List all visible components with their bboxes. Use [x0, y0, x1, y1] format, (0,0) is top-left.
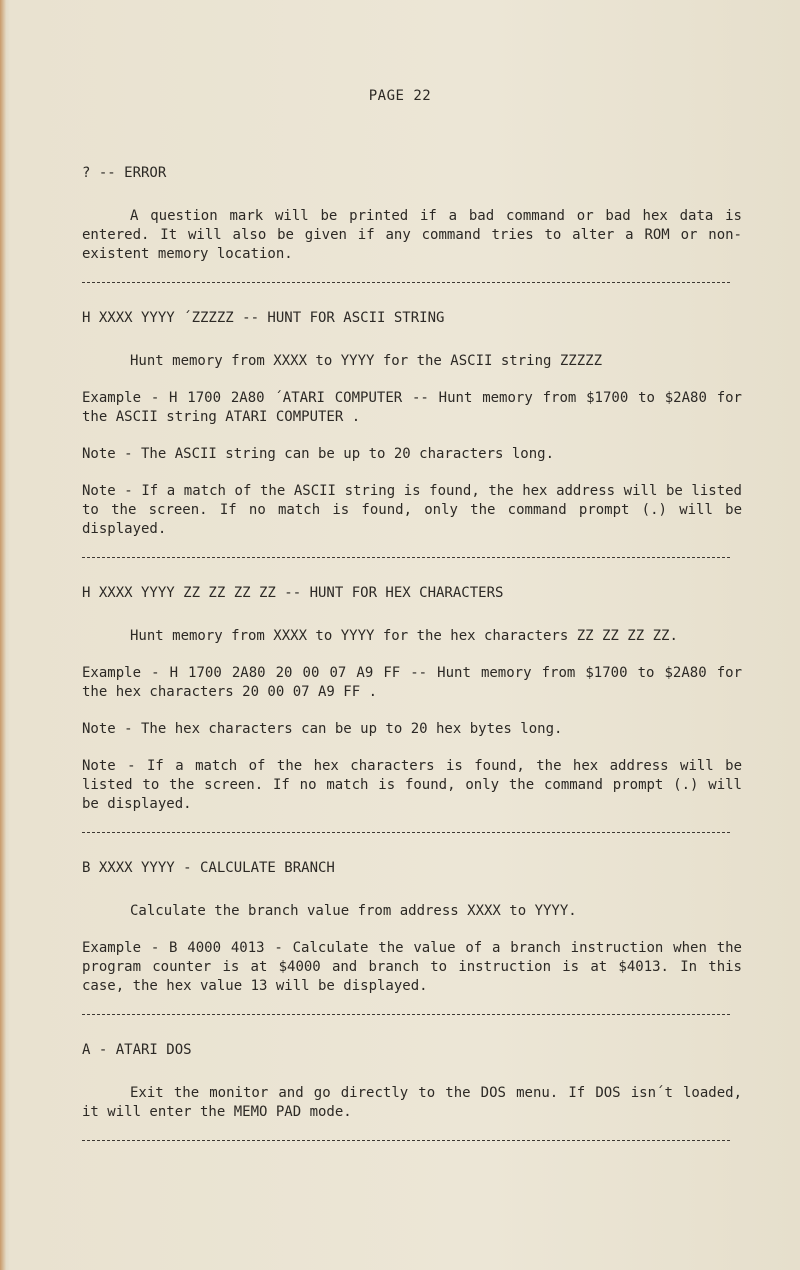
section-divider [82, 1140, 730, 1141]
note-paragraph: Note - If a match of the ASCII string is found, the hex address will be listed to the screen. If no match is found, only the command prompt (.) will be displayed. [82, 483, 742, 537]
section-paragraph: A question mark will be printed if a bad command or bad hex data is entered. It will also be given if any command tries to alter a ROM or non-existent memory location. [82, 208, 742, 262]
page-header: PAGE 22 [368, 88, 432, 104]
note-paragraph: Note - The hex characters can be up to 20 hex bytes long. [82, 721, 563, 737]
section-heading: A - ATARI DOS [82, 1042, 192, 1058]
section-calculate-branch [82, 859, 742, 1015]
section-error [82, 164, 742, 283]
section-hunt-hex [82, 584, 742, 833]
section-divider [82, 557, 730, 558]
section-divider [82, 832, 730, 833]
page-edge [0, 0, 6, 1270]
section-atari-dos [82, 1041, 742, 1141]
section-heading: B XXXX YYYY - CALCULATE BRANCH [82, 860, 335, 876]
example-paragraph: Example - H 1700 2A80 ´ATARI COMPUTER -- Hunt memory from $1700 to $2A80 for the ASCII string ATARI COMPUTER . [82, 390, 742, 425]
note-paragraph: Note - If a match of the hex characters is found, the hex address will be listed to the screen. If no match is found, only the command prompt (.) will be displayed. [82, 758, 742, 812]
section-divider [82, 282, 730, 283]
example-paragraph: Example - H 1700 2A80 20 00 07 A9 FF -- Hunt memory from $1700 to $2A80 for the hex characters 20 00 07 A9 FF . [82, 665, 742, 700]
note-paragraph: Note - The ASCII string can be up to 20 characters long. [82, 446, 555, 462]
page-content [82, 164, 742, 1167]
section-heading: H XXXX YYYY ZZ ZZ ZZ ZZ -- HUNT FOR HEX CHARACTERS [82, 585, 504, 601]
section-heading: ? -- ERROR [82, 165, 167, 181]
section-hunt-ascii [82, 309, 742, 558]
example-paragraph: Example - B 4000 4013 - Calculate the value of a branch instruction when the program counter is at $4000 and branch to instruction is at $4013. In this case, the hex value 13 will be displayed. [82, 940, 742, 994]
section-paragraph: Hunt memory from XXXX to YYYY for the ASCII string ZZZZZ [130, 353, 603, 369]
section-paragraph: Calculate the branch value from address XXXX to YYYY. [130, 903, 577, 919]
section-paragraph: Exit the monitor and go directly to the DOS menu. If DOS isn´t loaded, it will enter the MEMO PAD mode. [82, 1085, 742, 1120]
section-paragraph: Hunt memory from XXXX to YYYY for the hex characters ZZ ZZ ZZ ZZ. [130, 628, 678, 644]
section-divider [82, 1014, 730, 1015]
section-heading: H XXXX YYYY ´ZZZZZ -- HUNT FOR ASCII STRING [82, 310, 445, 326]
